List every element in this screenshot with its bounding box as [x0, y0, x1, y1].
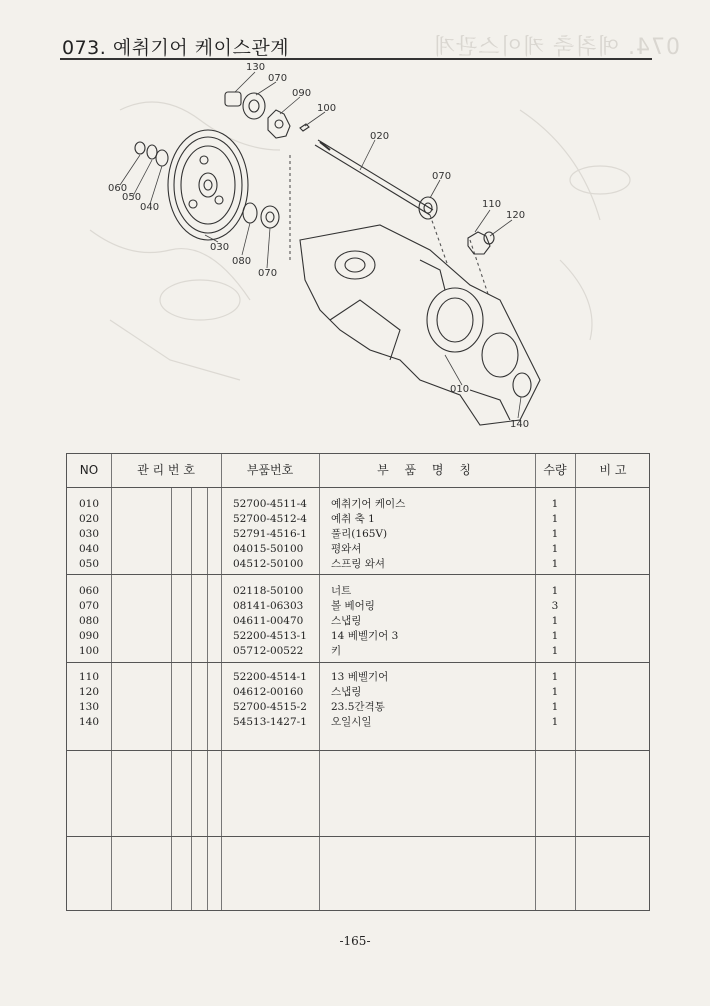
table-row: 140 54513-1427-1 오일시일 1	[79, 716, 559, 728]
callout-140: 140	[510, 419, 530, 430]
header-part-name: 부 품 명 칭	[377, 463, 477, 477]
table-row: 090 52200-4513-1 14 베벨기어 3 1	[79, 630, 559, 642]
group-separator	[67, 574, 649, 575]
header-mgmt-no: 관 리 번 호	[137, 463, 195, 477]
callout-090: 090	[292, 88, 312, 99]
fastener-stack	[135, 142, 168, 166]
header-part-no: 부품번호	[246, 463, 294, 477]
header-no: NO	[79, 463, 99, 477]
callout-060: 060	[108, 183, 128, 194]
callout-030: 030	[210, 242, 230, 253]
table-row: 100 05712-00522 키 1	[79, 645, 559, 657]
callout-010: 010	[450, 384, 470, 395]
header-qty: 수량	[543, 463, 567, 477]
table-row: 050 04512-50100 스프링 와셔 1	[79, 558, 559, 570]
callout-120: 120	[506, 210, 526, 221]
callout-100: 100	[317, 103, 337, 114]
callout-020: 020	[370, 131, 390, 142]
key-100	[300, 124, 309, 131]
bleed-through-title: 074. 예취축 케이스관계	[433, 35, 680, 60]
callout-040: 040	[140, 202, 160, 213]
group-separator	[67, 836, 649, 837]
table-row: 130 52700-4515-2 23.5간격통 1	[79, 701, 559, 713]
table-row: 020 52700-4512-4 예취 축 1 1	[79, 513, 559, 525]
callout-070-left: 070	[258, 268, 278, 279]
table-row: 070 08141-06303 볼 베어링 3	[79, 600, 559, 612]
group-separator	[67, 750, 649, 751]
pulley-030	[168, 130, 248, 240]
bearing-070-right	[419, 197, 437, 219]
group-separator	[67, 662, 649, 663]
table-row: 120 04612-00160 스냅링 1	[79, 686, 559, 698]
table-row: 080 04611-00470 스냅링 1	[79, 615, 559, 627]
exploded-parts-diagram	[0, 0, 710, 450]
shaft-020	[315, 140, 433, 215]
snapring-bearing-left	[243, 203, 279, 228]
bevel-gear-090	[268, 110, 290, 138]
table-row: 010 52700-4511-4 예취기어 케이스 1	[79, 498, 559, 510]
gear-case-010	[300, 225, 540, 425]
page-title: 073. 예취기어 케이스관계	[62, 37, 290, 59]
callout-110: 110	[482, 199, 502, 210]
table-row: 040 04015-50100 평와셔 1	[79, 543, 559, 555]
table-row: 060 02118-50100 너트 1	[79, 585, 559, 597]
callout-070-right: 070	[432, 171, 452, 182]
page-number: -165-	[339, 934, 371, 948]
table-header	[67, 454, 649, 488]
callout-050: 050	[122, 192, 142, 203]
bevel-gear-110	[468, 232, 494, 254]
table-row: 110 52200-4514-1 13 베벨기어 1	[79, 671, 559, 683]
callout-070-top: 070	[268, 73, 288, 84]
parts-table	[66, 453, 650, 911]
table-row: 030 52791-4516-1 풀리(165V) 1	[79, 528, 559, 540]
callout-130: 130	[246, 62, 266, 73]
callout-080: 080	[232, 256, 252, 267]
spacer-bearing-top	[225, 92, 265, 119]
header-remarks: 비 고	[599, 463, 627, 477]
